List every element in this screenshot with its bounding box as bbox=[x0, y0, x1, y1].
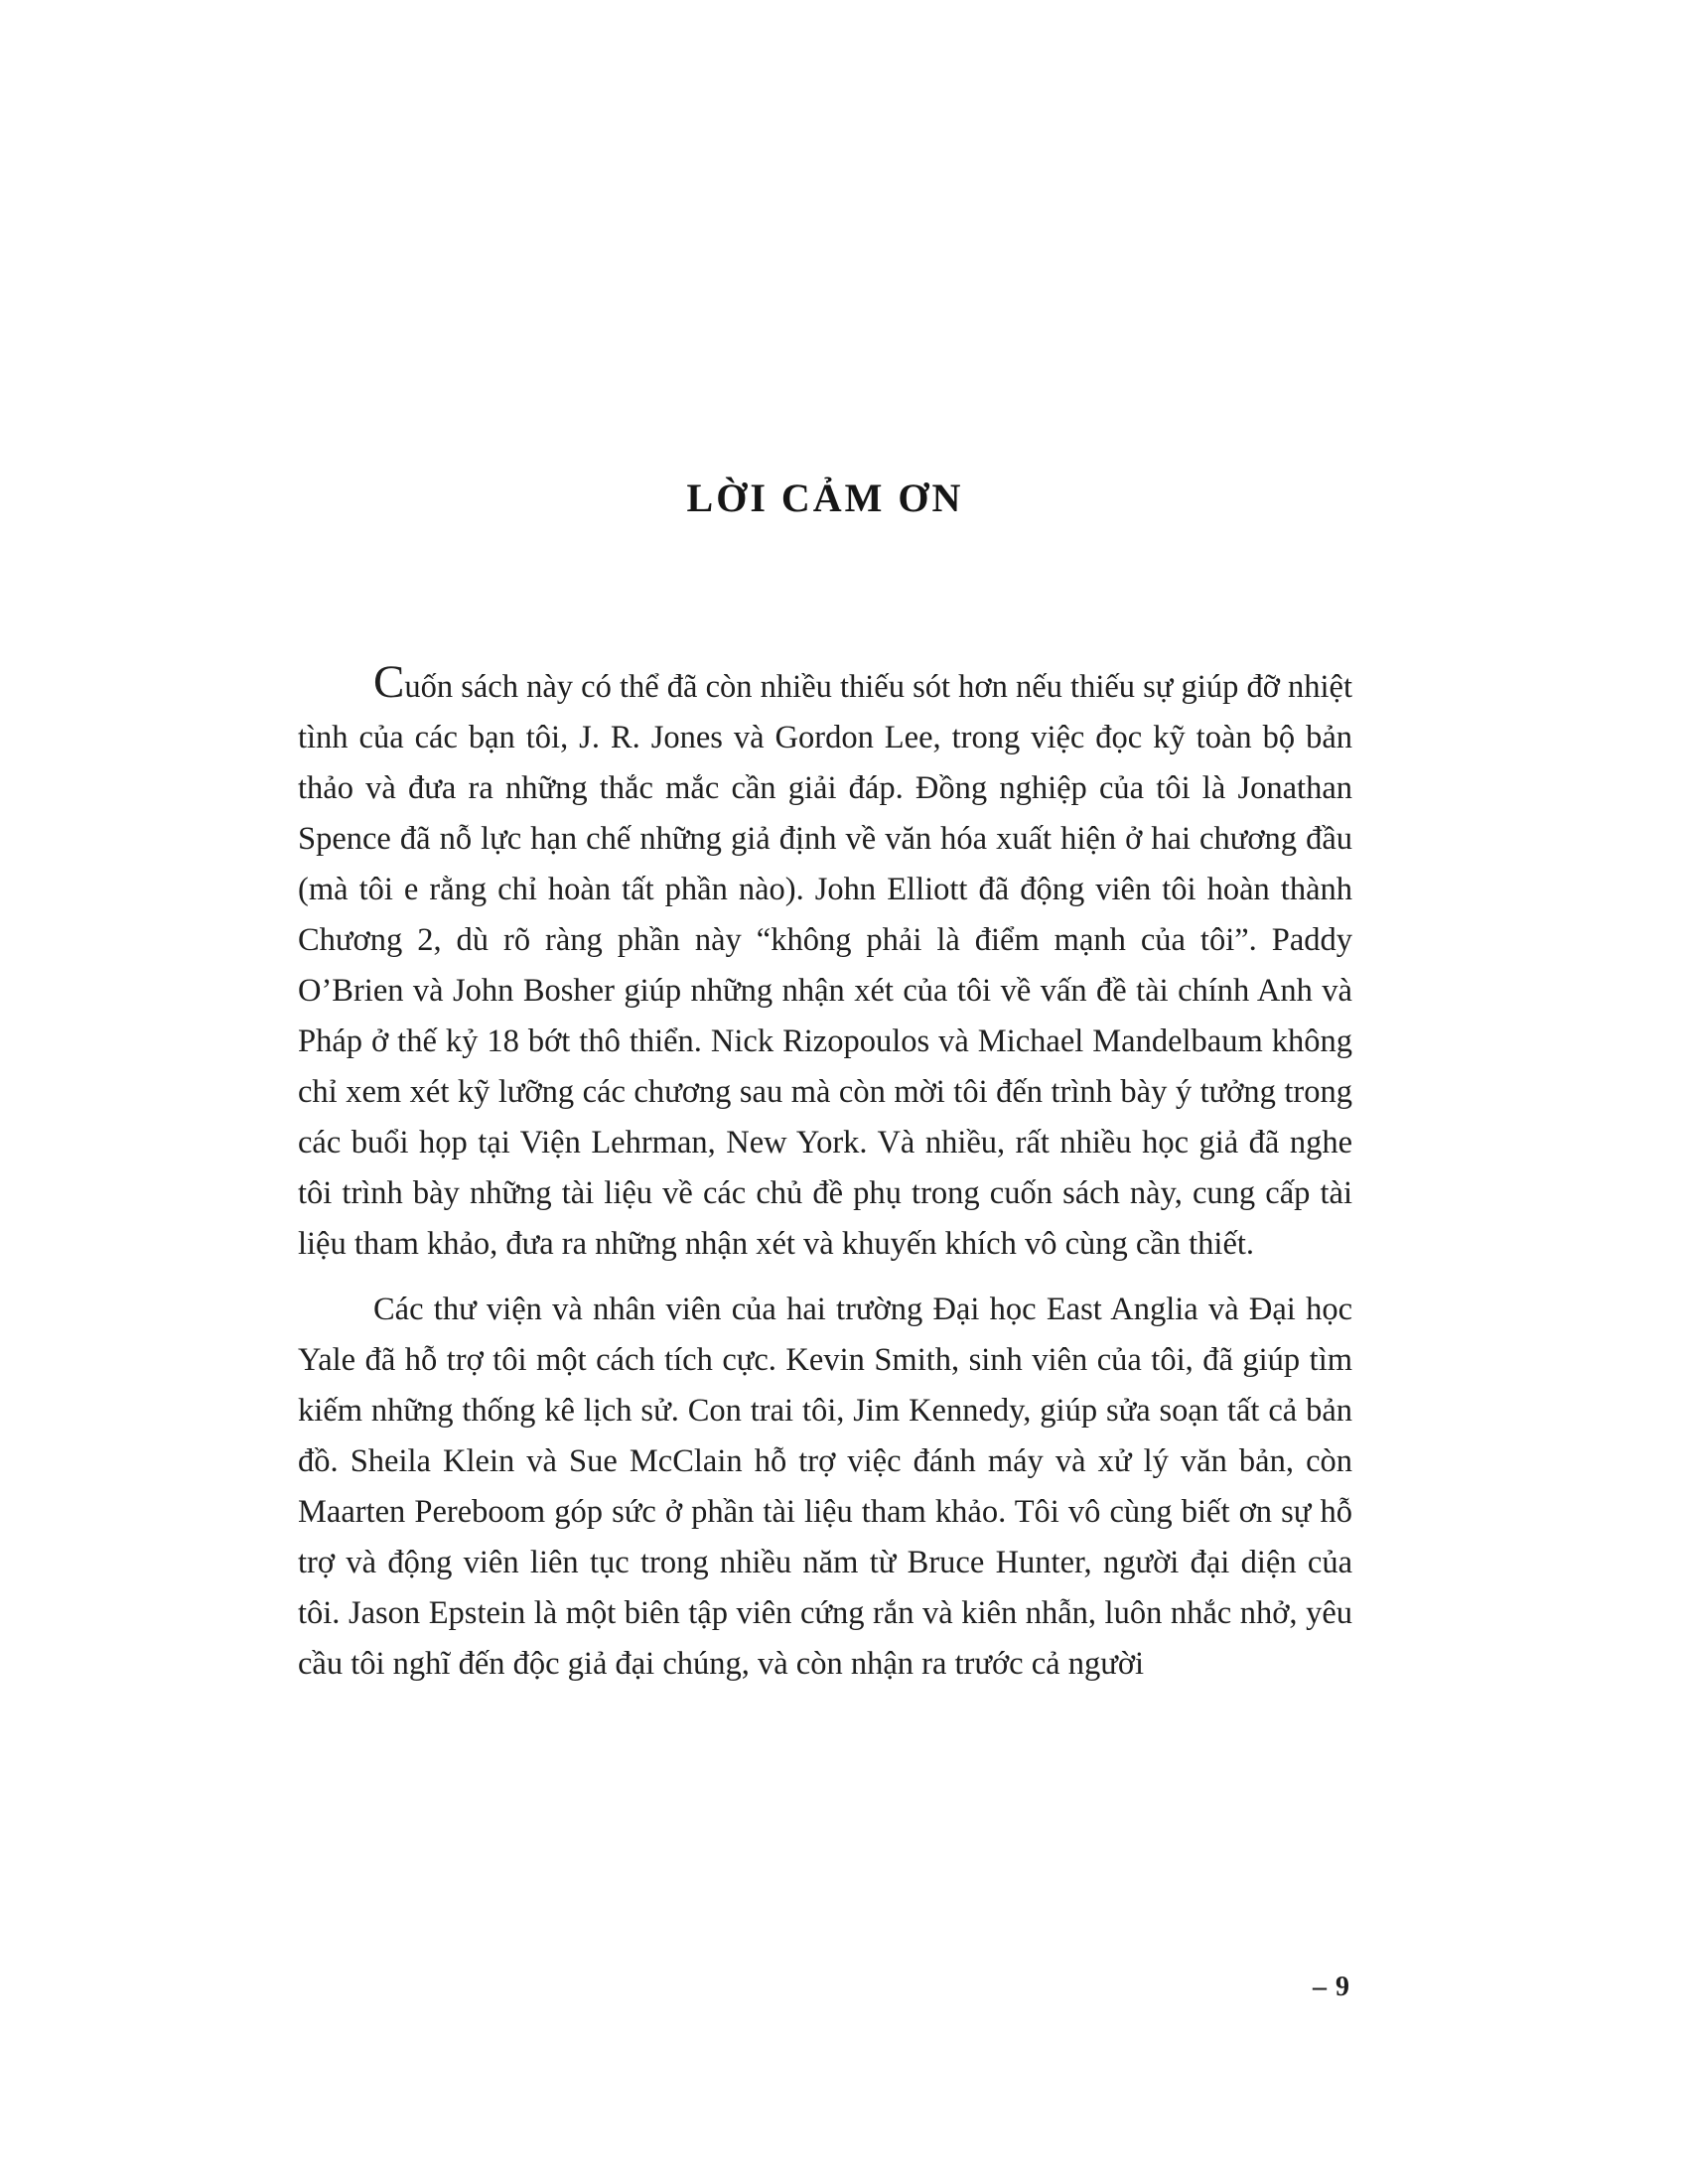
paragraph-text: uốn sách này có thể đã còn nhiều thiếu sót hơn nếu thiếu sự giúp đỡ nhiệt tình của các bạn tôi, J. R. Jones và Gordon Lee, trong việc đọc kỹ toàn bộ bản thảo và đưa ra những thắc mắc cần giải đáp. Đồng nghiệp của tôi là Jonathan Spence đã nỗ lực hạn chế những giả định về văn hóa xuất hiện ở hai chương đầu (mà tôi e rằng chỉ hoàn tất phần nào). John Elliott đã động viên tôi hoàn thành Chương 2, dù rõ ràng phần này “không phải là điểm mạnh của tôi”. Paddy O’Brien và John Bosher giúp những nhận xét của tôi về vấn đề tài chính Anh và Pháp ở thế kỷ 18 bớt thô thiển. Nick Rizopoulos và Michael Mandelbaum không chỉ xem xét kỹ lưỡng các chương sau mà còn mời tôi đến trình bày ý tưởng trong các buổi họp tại Viện Lehrman, New York. Và nhiều, rất nhiều học giả đã nghe tôi trình bày những tài liệu về các chủ đề phụ trong cuốn sách này, cung cấp tài liệu tham khảo, đưa ra những nhận xét và khuyến khích vô cùng cần thiết. bbox=[298, 669, 1352, 1262]
body-text bbox=[298, 656, 1352, 1690]
page-number: – 9 bbox=[1313, 1972, 1350, 2002]
content-column bbox=[298, 0, 1352, 1690]
page-title: LỜI CẢM ƠN bbox=[686, 476, 964, 520]
paragraph-acknowledgement-2 bbox=[298, 1285, 1352, 1690]
lead-capital-letter: C bbox=[373, 656, 405, 708]
paragraph-acknowledgement-1 bbox=[298, 656, 1352, 1270]
paragraph-text: Các thư viện và nhân viên của hai trường Đại học East Anglia và Đại học Yale đã hỗ trợ tôi một cách tích cực. Kevin Smith, sinh viên của tôi, đã giúp tìm kiếm những thống kê lịch sử. Con trai tôi, Jim Kennedy, giúp sửa soạn tất cả bản đồ. Sheila Klein và Sue McClain hỗ trợ việc đánh máy và xử lý văn bản, còn Maarten Pereboom góp sức ở phần tài liệu tham khảo. Tôi vô cùng biết ơn sự hỗ trợ và động viên liên tục trong nhiều năm từ Bruce Hunter, người đại diện của tôi. Jason Epstein là một biên tập viên cứng rắn và kiên nhẫn, luôn nhắc nhở, yêu cầu tôi nghĩ đến độc giả đại chúng, và còn nhận ra trước cả người bbox=[298, 1292, 1352, 1682]
